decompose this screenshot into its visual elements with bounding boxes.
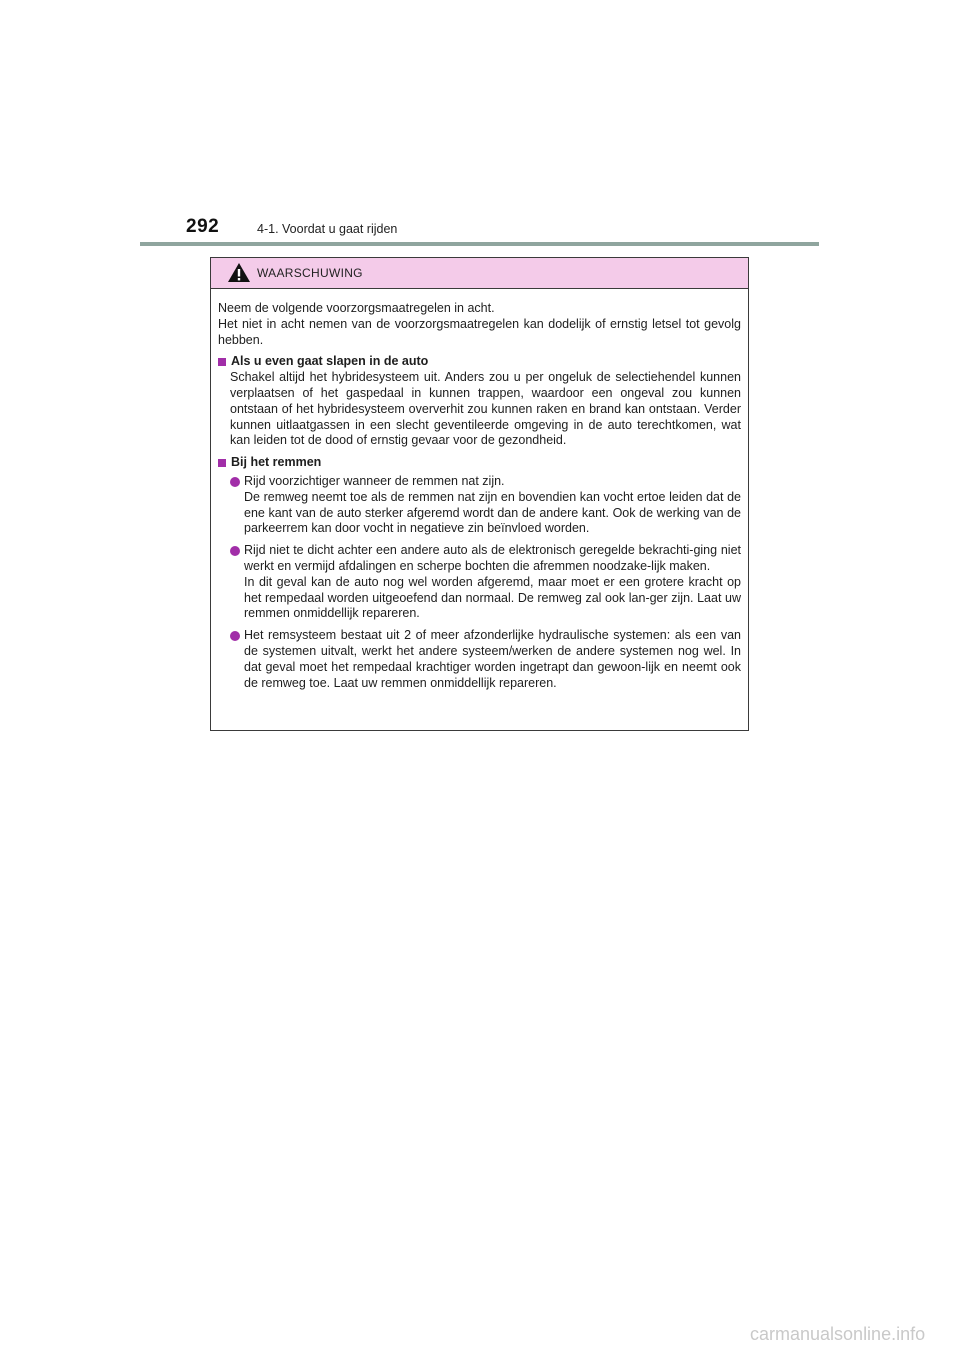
circle-bullet-icon [230, 631, 240, 641]
bullet-text [244, 628, 741, 691]
bullet-line-1: Rijd niet te dicht achter een andere auto als de elektronisch geregelde bekrachti-ging niet werkt en vermijd afdalingen en scherpe bochten die afremmen noodzake-lijk maken. [244, 543, 741, 573]
page-header [0, 0, 960, 250]
section-title: 4-1. Voordat u gaat rijden [257, 222, 398, 236]
list-item [230, 543, 741, 622]
square-bullet-icon [218, 459, 226, 467]
bullet-line-2: In dit geval kan de auto nog wel worden afgeremd, maar moet er een grotere kracht op het rempedaal worden uitgeoefend dan normaal. De remweg zal ook lan-ger zijn. Laat uw remmen onmiddellijk repareren. [244, 574, 741, 621]
list-item [230, 628, 741, 691]
circle-bullet-icon [230, 546, 240, 556]
page-number: 292 [186, 216, 220, 237]
list-item [230, 474, 741, 537]
circle-bullet-icon [230, 477, 240, 487]
bullet-text [244, 474, 741, 537]
header-divider [140, 242, 819, 246]
section-text: Schakel altijd het hybridesysteem uit. Anders zou u per ongeluk de selectiehendel kunnen verplaatsen of het gaspedaal in kunnen trappen, waardoor een ongeval zou kunnen ontstaan of het hybridesysteem oververhit zou kunnen raken en brand kan ontstaan. Verder kunnen uitlaatgassen in een slecht geventileerde omgeving in de auto terechtkomen, wat kan leiden tot de dood of ernstig gevaar voor de gezondheid. [230, 370, 741, 448]
warning-body [211, 289, 748, 691]
warning-triangle-icon [227, 262, 251, 283]
warning-intro [218, 301, 741, 348]
warning-title: WAARSCHUWING [257, 266, 363, 280]
bullet-text [244, 543, 741, 622]
square-bullet-icon [218, 358, 226, 366]
warning-header [211, 258, 748, 289]
intro-line-1: Neem de volgende voorzorgsmaatregelen in acht. [218, 301, 495, 315]
bullet-line-1: Rijd voorzichtiger wanneer de remmen nat zijn. [244, 473, 505, 488]
section-sleeping [218, 354, 741, 449]
section-heading-text: Als u even gaat slapen in de auto [231, 354, 429, 369]
section-heading [218, 354, 741, 370]
bullet-line-1: Het remsysteem bestaat uit 2 of meer afzonderlijke hydraulische systemen: als een van de systemen uitvalt, werkt het andere systeem/werken de andere systemen nog wel. In dat geval moet het rempedaal krachtiger worden ingetrapt dan gewoon-lijk en neemt ook de remweg toe. Laat uw remmen onmiddellijk repareren. [244, 628, 741, 690]
section-heading-text: Bij het remmen [231, 455, 322, 470]
watermark: carmanualsonline.info [750, 1324, 926, 1344]
section-heading [218, 455, 741, 471]
intro-line-2: Het niet in acht nemen van de voorzorgsmaatregelen kan dodelijk of ernstig letsel tot gevolg hebben. [218, 316, 741, 347]
warning-box [210, 257, 749, 731]
bullet-line-2: De remweg neemt toe als de remmen nat zijn en bovendien kan vocht ertoe leiden dat de ene kant van de auto sterker afgeremd wordt dan de andere kant. Ook de werking van de parkeerrem kan door vocht in negatieve zin beïnvloed worden. [244, 489, 741, 536]
section-braking [218, 455, 741, 691]
